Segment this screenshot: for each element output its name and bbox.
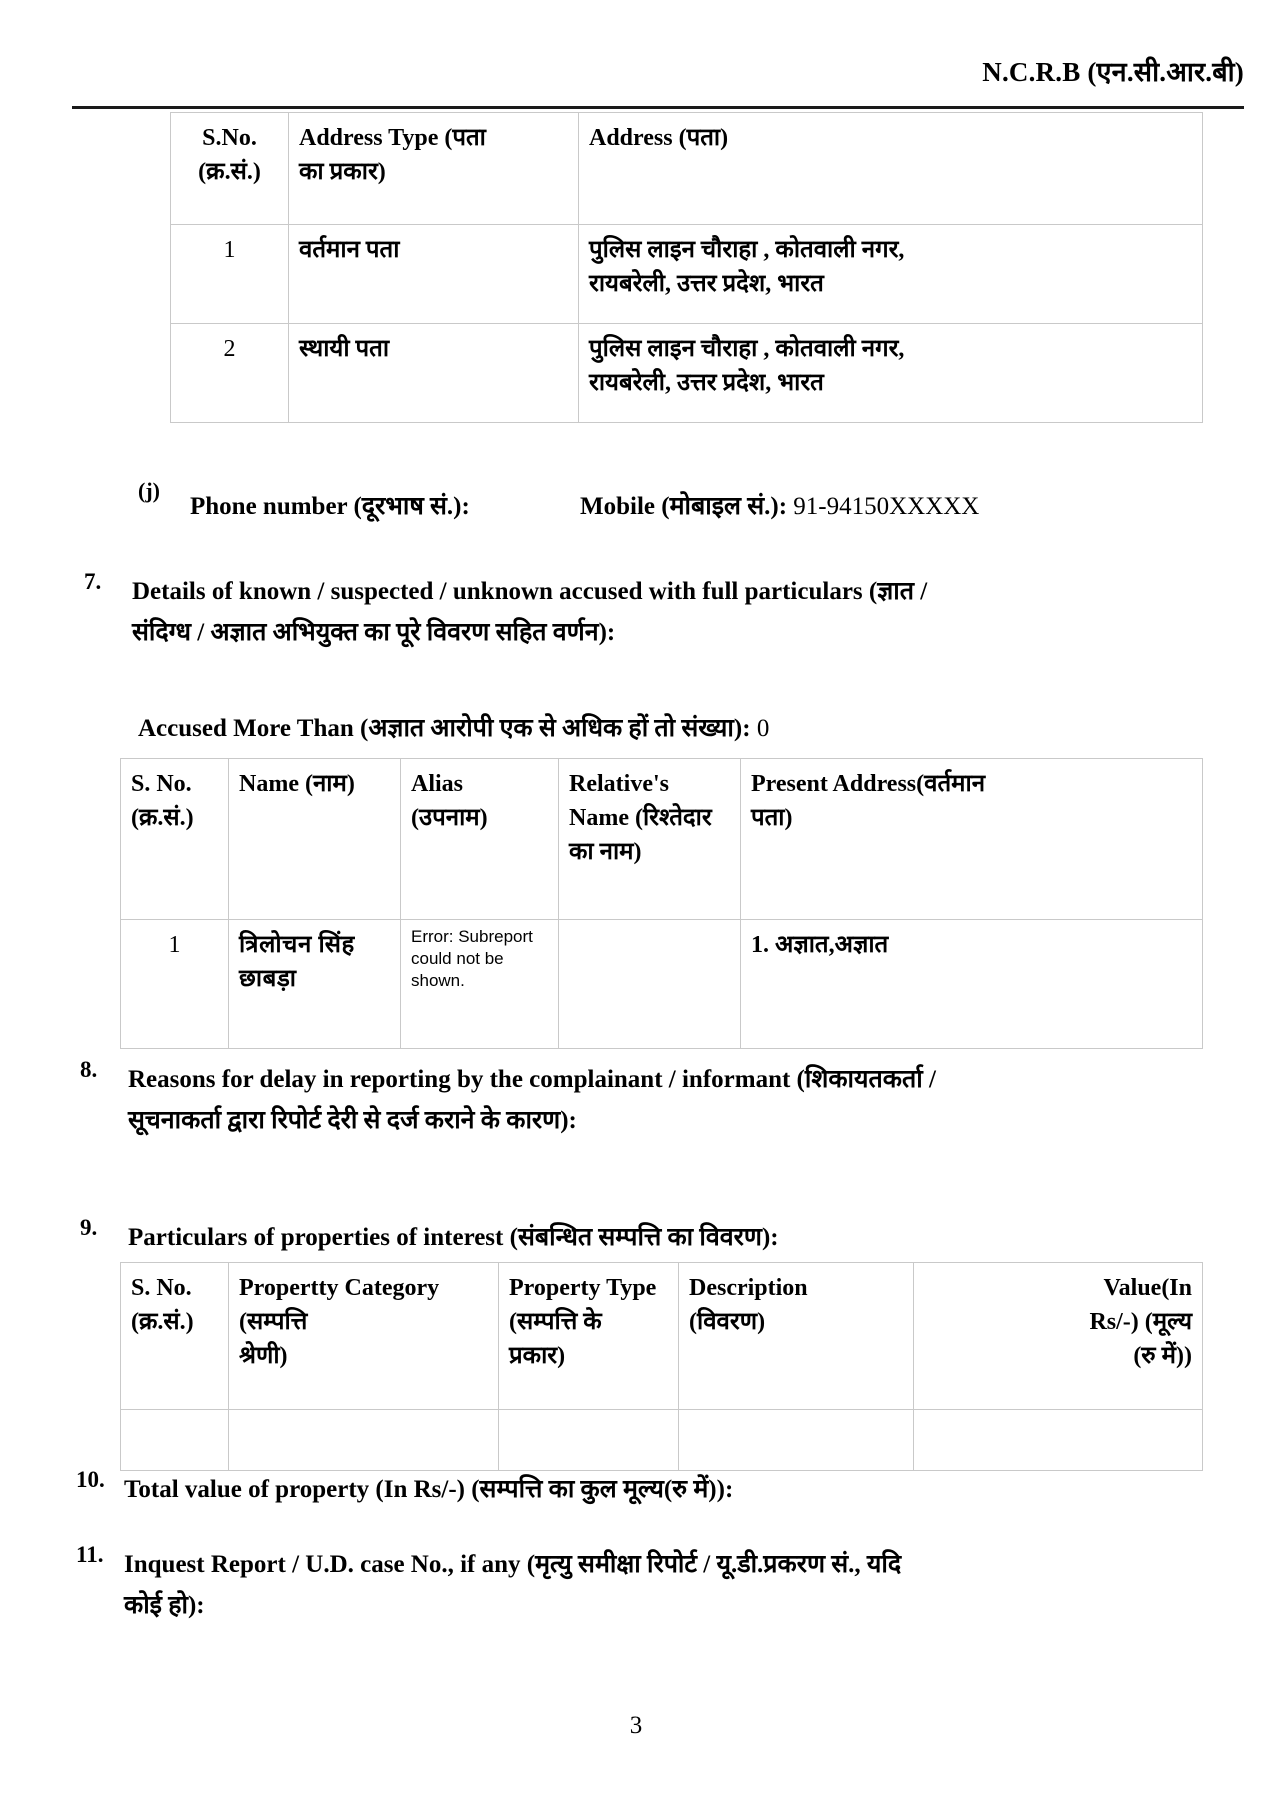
mobile-number-value: 91-94150XXXXX: [793, 493, 980, 520]
property-col-type-line2: (सम्पत्ति के: [509, 1309, 602, 1336]
property-row-1-description: [679, 1410, 914, 1471]
item-9-line1: Particulars of properties of interest (संबन्धित सम्पत्ति का विवरण):: [128, 1224, 779, 1251]
field-total-property-value: [76, 1467, 1216, 1511]
item-7-body: [132, 572, 1204, 653]
address-row-1-address: [579, 225, 1203, 324]
address-row-2-type: स्थायी पता: [289, 324, 579, 423]
property-table-header-row: [121, 1263, 1203, 1410]
property-col-value-line1: Value(In: [1103, 1275, 1192, 1301]
address-col-sno-line2: (क्र.सं.): [198, 159, 261, 186]
table-row: [171, 324, 1203, 423]
item-7-line1: Details of known / suspected / unknown accused with full particulars (ज्ञात /: [132, 578, 928, 605]
property-col-category-line3: श्रेणी): [239, 1343, 288, 1370]
address-row-1-type: वर्तमान पता: [289, 225, 579, 324]
table-row: [121, 920, 1203, 1049]
property-col-sno-line2: (क्र.सं.): [131, 1309, 194, 1336]
accused-col-name: Name (नाम): [229, 759, 401, 920]
item-11-line2: कोई हो):: [124, 1591, 205, 1619]
accused-row-1-name-line1: त्रिलोचन सिंह: [239, 932, 355, 958]
property-row-1-type: [499, 1410, 679, 1471]
field-marker-j: (j): [138, 478, 160, 503]
property-table: [120, 1262, 1203, 1471]
property-row-1-sno: [121, 1410, 229, 1471]
address-row-2-sno: 2: [171, 324, 289, 423]
item-10-number: 10.: [76, 1467, 105, 1492]
table-row: [121, 1410, 1203, 1471]
address-row-1-sno: 1: [171, 225, 289, 324]
address-row-1-address-line2: रायबरेली, उत्तर प्रदेश, भारत: [589, 271, 824, 298]
address-col-type: [289, 113, 579, 225]
property-col-category-line1: Propertty Category: [239, 1275, 440, 1301]
accused-row-1-alias-error: Error: Subreport could not be shown.: [401, 920, 559, 1049]
mobile-number-label: Mobile (मोबाइल सं.):: [580, 493, 788, 520]
property-col-category-line2: (सम्पत्ति: [239, 1309, 308, 1336]
phone-number-label: Phone number (दूरभाष सं.):: [190, 493, 470, 520]
address-row-2-address-line2: रायबरेली, उत्तर प्रदेश, भारत: [589, 370, 824, 397]
property-row-1-category: [229, 1410, 499, 1471]
table-row: [171, 225, 1203, 324]
accused-col-relative-line2: Name (रिश्तेदार: [569, 805, 712, 832]
accused-table: [120, 758, 1203, 1049]
address-table: [170, 112, 1203, 423]
address-row-2-address: [579, 324, 1203, 423]
accused-col-relative-name: [559, 759, 741, 920]
item-8-body: [128, 1060, 1210, 1141]
property-col-type-line3: प्रकार): [509, 1343, 566, 1370]
page-header-title: N.C.R.B (एन.सी.आर.बी): [982, 57, 1244, 87]
accused-row-1-name-line2: छाबड़ा: [239, 966, 297, 993]
address-col-type-line2: का प्रकार): [299, 159, 386, 186]
accused-col-present-address: [741, 759, 1203, 920]
accused-col-alias-line2: (उपनाम): [411, 805, 488, 832]
accused-col-present-line2: पता): [751, 805, 793, 832]
field-accused-more-than: [138, 710, 1178, 744]
address-col-sno-line1: S.No.: [202, 125, 257, 151]
page-number: 3: [629, 1712, 643, 1739]
accused-col-alias: [401, 759, 559, 920]
property-col-value: [914, 1263, 1203, 1410]
field-phone-number: [138, 478, 1198, 522]
accused-col-alias-line1: Alias: [411, 771, 464, 797]
accused-col-present-line1: Present Address(वर्तमान: [751, 771, 986, 797]
item-9-number: 9.: [80, 1215, 98, 1240]
item-8-line2: सूचनाकर्ता द्वारा रिपोर्ट देरी से दर्ज कराने के कारण):: [128, 1106, 577, 1134]
accused-col-sno: [121, 759, 229, 920]
property-col-sno-line1: S. No.: [131, 1275, 192, 1301]
accused-col-sno-line1: S. No.: [131, 771, 192, 797]
property-col-type: [499, 1263, 679, 1410]
phone-line-body: [190, 493, 979, 520]
address-col-type-line1: Address Type (पता: [299, 125, 486, 151]
accused-row-1-name: [229, 920, 401, 1049]
address-table-header-row: [171, 113, 1203, 225]
property-col-description-line1: Description: [689, 1275, 808, 1301]
accused-col-relative-line1: Relative's: [569, 771, 669, 797]
field-properties-of-interest: [80, 1215, 1210, 1259]
property-row-1-value: [914, 1410, 1203, 1471]
item-11-line1: Inquest Report / U.D. case No., if any (मृत्यु समीक्षा रिपोर्ट / यू.डी.प्रकरण सं., यदि: [124, 1551, 902, 1578]
property-col-description-line2: (विवरण): [689, 1309, 766, 1336]
accused-more-than-count: 0: [756, 715, 770, 742]
item-11-body: [124, 1545, 1226, 1626]
field-reasons-for-delay: [80, 1057, 1210, 1141]
header-divider-rule: [72, 106, 1244, 109]
item-7-number: 7.: [84, 569, 102, 594]
field-inquest-report: [76, 1542, 1226, 1626]
item-8-line1: Reasons for delay in reporting by the complainant / informant (शिकायतकर्ता /: [128, 1066, 936, 1093]
item-10-line1: Total value of property (In Rs/-) (सम्पत्ति का कुल मूल्य(रु में)):: [124, 1476, 734, 1503]
accused-more-than-label: Accused More Than (अज्ञात आरोपी एक से अधिक हों तो संख्या):: [138, 715, 751, 742]
accused-row-1-present-address: 1. अज्ञात,अज्ञात: [741, 920, 1203, 1049]
address-col-address: Address (पता): [579, 113, 1203, 225]
address-row-2-address-line1: पुलिस लाइन चौराहा , कोतवाली नगर,: [589, 336, 905, 362]
property-col-type-line1: Property Type: [509, 1275, 657, 1301]
accused-col-relative-line3: का नाम): [569, 839, 642, 866]
property-col-category: [229, 1263, 499, 1410]
accused-table-header-row: [121, 759, 1203, 920]
address-col-sno: [171, 113, 289, 225]
address-row-1-address-line1: पुलिस लाइन चौराहा , कोतवाली नगर,: [589, 237, 905, 263]
accused-col-sno-line2: (क्र.सं.): [131, 805, 194, 832]
property-col-sno: [121, 1263, 229, 1410]
property-col-description: [679, 1263, 914, 1410]
item-11-number: 11.: [76, 1542, 104, 1567]
accused-row-1-sno: 1: [121, 920, 229, 1049]
property-col-value-line2: Rs/-) (मूल्य: [1089, 1309, 1192, 1336]
property-col-value-line3: (रु में)): [1133, 1343, 1192, 1370]
item-7-line2: संदिग्ध / अज्ञात अभियुक्त का पूरे विवरण सहित वर्णन):: [132, 618, 616, 646]
accused-row-1-relative-name: [559, 920, 741, 1049]
field-accused-details: [84, 569, 1204, 653]
item-8-number: 8.: [80, 1057, 98, 1082]
